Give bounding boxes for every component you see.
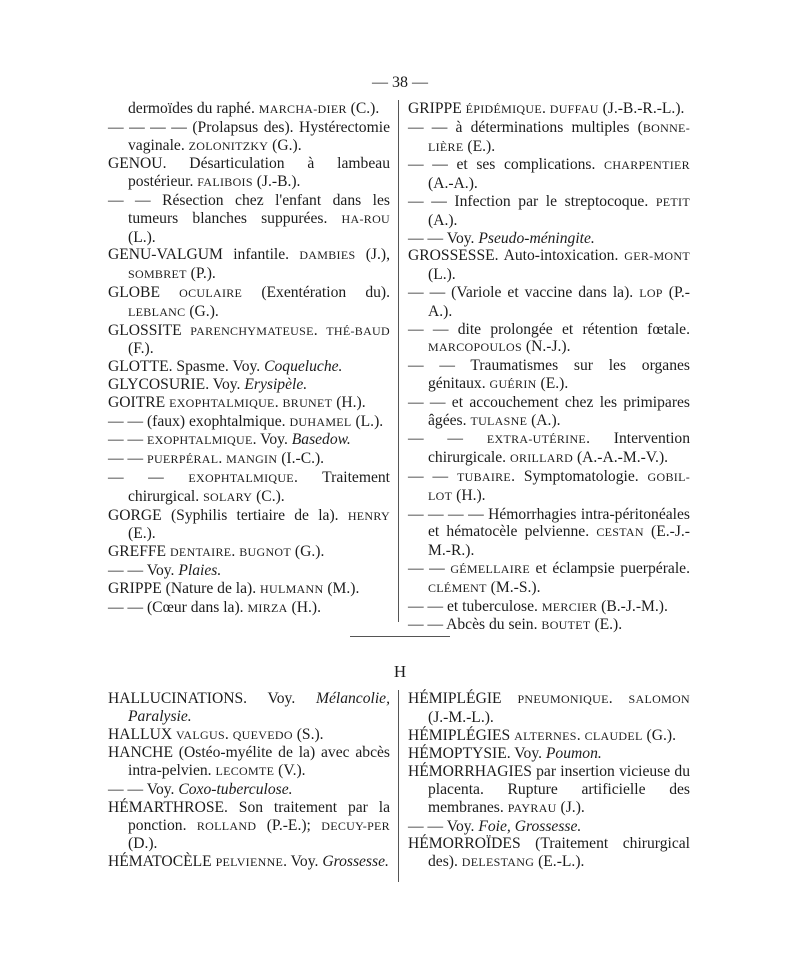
entry-text: — — [408, 559, 451, 577]
entry-text: (J.-B.-R.-L.). [598, 100, 685, 117]
index-entry [408, 727, 690, 746]
entry-text: (N.-J.). [522, 338, 571, 356]
author-or-qualifier: GOBIL-LOT [428, 469, 691, 503]
entry-text: HÉMIPLÉGIE [408, 690, 518, 707]
index-entry [408, 616, 690, 635]
entry-text: (J.-M.-L.). [428, 708, 494, 726]
cross-reference: Mélancolie, Paralysie. [128, 690, 390, 725]
author-or-qualifier: ZOLONITZKY [188, 138, 269, 153]
entry-text: (L.). [351, 412, 384, 430]
index-entry [408, 230, 690, 248]
author-or-qualifier: ALTERNES [514, 728, 577, 743]
entry-text: — — Résection chez l'enfant dans les tumeurs blanches suppurées. [108, 191, 390, 227]
entry-text: GROSSESSE. Auto-intoxication. [408, 247, 625, 265]
index-entry [408, 835, 690, 872]
entry-text: (C.). [346, 100, 380, 117]
author-or-qualifier: BRUNET [282, 395, 333, 410]
author-or-qualifier: CESTAN [596, 525, 644, 540]
cross-reference: Coqueluche. [264, 358, 343, 376]
entry-text: (H.). [287, 598, 321, 616]
author-or-qualifier: MIRZA [247, 600, 288, 615]
entry-text: — — Voy. [108, 780, 179, 798]
author-or-qualifier: LECOMTE [215, 764, 275, 779]
index-entry [108, 284, 390, 322]
author-or-qualifier: HA-ROU [341, 211, 390, 226]
entry-text: (G.). [268, 136, 302, 154]
index-entry [408, 357, 690, 394]
author-or-qualifier: HULMANN [260, 581, 324, 596]
author-or-qualifier: PAYRAU [507, 800, 557, 815]
entry-text: HÉMARTHROSE. Son traitement par la ponction. [108, 798, 390, 834]
entry-text: (H.). [332, 393, 366, 411]
page-number: — 38 — [372, 74, 428, 91]
cross-reference: Pseudo-méningite. [478, 229, 595, 247]
entry-text: (A.-A.-M.-V.). [573, 449, 669, 467]
author-or-qualifier: ÉPIDÉMIQUE [465, 102, 542, 116]
entry-text: . [541, 100, 550, 117]
index-entry [108, 100, 390, 119]
author-or-qualifier: CLAUDEL [584, 728, 643, 743]
entry-text: GRIPPE [408, 100, 466, 117]
entry-text: — — (Variole et vaccine dans la). [408, 283, 640, 301]
entry-text: HALLUCINATIONS. Voy. [108, 690, 316, 707]
entry-text: (S.). [292, 725, 324, 743]
entry-text: — — Infection par le streptocoque. [408, 192, 656, 210]
index-entry [108, 853, 390, 872]
index-entry [408, 506, 690, 560]
index-entry [108, 322, 390, 359]
entry-text: (L.). [128, 228, 156, 246]
index-column-bottom-left [108, 690, 390, 872]
entry-text: — — Voy. [408, 817, 479, 835]
entry-text: GLOSSITE [108, 321, 191, 339]
author-or-qualifier: MANGIN [226, 452, 278, 467]
index-entry [408, 284, 690, 321]
entry-text: GENOU. Désarticulation à lambeau postérieur. [108, 155, 390, 191]
entry-text: (P.-A.). [428, 283, 690, 320]
entry-text: (A.-A.). [428, 175, 478, 193]
entry-text: — — — — Hémorrhagies intra-péritonéales et hématocèle pelvienne. [408, 505, 690, 541]
entry-text: . Intervention chirurgicale. [428, 430, 690, 467]
entry-text: et éclampsie puerpérale. [529, 559, 690, 577]
entry-text: (A.). [527, 411, 561, 429]
entry-text: . Voy. [252, 431, 292, 449]
index-entry [408, 690, 690, 727]
column-divider-bottom [398, 690, 399, 882]
index-entry [408, 394, 690, 431]
entry-text: . [576, 726, 585, 744]
section-letter: H [393, 662, 407, 681]
entry-text: (J.). [556, 798, 585, 816]
index-entry [108, 543, 390, 562]
column-divider-top [398, 100, 399, 622]
entry-text: (E.-L.). [534, 853, 585, 871]
entry-text: — — Voy. [408, 229, 479, 247]
entry-text: — — Traumatismes sur les organes génitaux. [408, 357, 690, 392]
entry-text: GOITRE [108, 393, 170, 411]
entry-text: GRIPPE (Nature de la). [108, 579, 261, 597]
entry-text: . [231, 543, 240, 561]
index-entry [408, 430, 690, 468]
author-or-qualifier: CLÉMENT [428, 580, 487, 595]
author-or-qualifier: DECUY-PER [321, 818, 390, 833]
index-entry [108, 562, 390, 580]
entry-text: GLOTTE. Spasme. Voy. [108, 358, 265, 376]
entry-text: (I.-C.). [277, 450, 325, 468]
cross-reference: Erysipèle. [244, 375, 308, 393]
author-or-qualifier: HENRY [347, 508, 390, 523]
index-entry [108, 507, 390, 544]
entry-text: — — et accouchement chez les primipares âgées. [408, 393, 690, 429]
index-entry [108, 690, 390, 726]
entry-text: dermoïdes du raphé. [128, 100, 259, 117]
entry-text: (L.). [428, 266, 456, 284]
index-entry [108, 358, 390, 376]
index-entry [408, 119, 690, 157]
author-or-qualifier: THÉ-BAUD [326, 323, 390, 338]
entry-text: . [218, 450, 227, 468]
entry-text: — — [108, 468, 189, 486]
index-entry [408, 247, 690, 284]
index-column-bottom-right [408, 690, 690, 872]
entry-text: HÉMIPLÉGIES [408, 726, 515, 744]
entry-text: (B.-J.-M.). [597, 597, 668, 615]
entry-text: (J.), [355, 246, 390, 264]
index-entry [108, 744, 390, 781]
entry-text: . Traitement chirurgical. [128, 468, 391, 505]
author-or-qualifier: PELVIENNE [215, 855, 284, 870]
entry-text: (P.-E.); [256, 816, 322, 834]
author-or-qualifier: EXOPHTALMIQUE [188, 470, 294, 485]
author-or-qualifier: DUFFAU [549, 102, 599, 116]
entry-text: — — — — (Prolapsus des). Hystérectomie vaginale. [108, 118, 390, 154]
index-entry [408, 193, 690, 230]
author-or-qualifier: PETIT [655, 194, 690, 209]
entry-text: . [313, 321, 327, 339]
index-entry [108, 799, 390, 853]
cross-reference: Coxo-tuberculose. [178, 780, 293, 798]
cross-reference: Poumon. [545, 745, 602, 763]
author-or-qualifier: MARCOPOULOS [428, 340, 522, 355]
author-or-qualifier: FALIBOIS [197, 175, 253, 190]
section-separator [350, 636, 450, 637]
index-entry [108, 119, 390, 156]
index-entry [408, 321, 690, 358]
author-or-qualifier: MERCIER [541, 599, 598, 614]
author-or-qualifier: DUHAMEL [289, 414, 352, 429]
index-entry [108, 580, 390, 599]
index-entry [108, 376, 390, 394]
author-or-qualifier: OCULAIRE [179, 285, 243, 300]
index-entry [108, 394, 390, 413]
entry-text: (E.). [128, 525, 156, 543]
entry-text: GLYCOSURIE. Voy. [108, 375, 245, 393]
author-or-qualifier: ROLLAND [196, 818, 257, 833]
entry-text: — — Abcès du sein. [408, 616, 542, 634]
author-or-qualifier: GUÉRIN [489, 376, 537, 391]
author-or-qualifier: TULASNE [470, 413, 528, 428]
cross-reference: Plaies. [178, 561, 222, 579]
index-entry [408, 763, 690, 817]
author-or-qualifier: SOLARY [203, 489, 253, 504]
entry-text: (C.). [252, 487, 285, 505]
entry-text: HÉMORROÏDES (Traitement chirurgical des). [408, 835, 690, 871]
author-or-qualifier: TUBAIRE [456, 469, 512, 484]
author-or-qualifier: ORILLARD [509, 451, 574, 466]
index-entry [108, 192, 390, 246]
index-entry [108, 726, 390, 745]
entry-text: HALLUX [108, 725, 176, 743]
entry-text: — — [108, 450, 147, 468]
author-or-qualifier: PUERPÉRAL [146, 452, 219, 467]
index-entry [408, 156, 690, 193]
entry-text: HANCHE (Ostéo-myélite de la) avec abcès intra-pelvien. [108, 744, 390, 780]
author-or-qualifier: EXOPHTALMIQUE [169, 395, 275, 410]
author-or-qualifier: BOUTET [541, 618, 591, 633]
index-entry [108, 469, 390, 507]
entry-text: . Voy. [283, 853, 323, 871]
entry-text: (F.). [128, 340, 154, 358]
entry-text: (A.). [428, 211, 458, 229]
entry-text: — — et ses complications. [408, 156, 605, 174]
index-entry [108, 599, 390, 618]
author-or-qualifier: MARCHA-DIER [258, 102, 347, 116]
cross-reference: Foie, Grossesse. [478, 817, 582, 835]
entry-text: (E.). [536, 374, 569, 392]
author-or-qualifier: SOMBRET [128, 267, 187, 282]
entry-text: (P.). [186, 265, 216, 283]
entry-text: — — à déterminations multiples ( [408, 118, 643, 136]
entry-text: (D.). [128, 835, 158, 853]
entry-text: — — [108, 431, 147, 449]
entry-text: (E.-J.-M.-R.). [428, 523, 690, 560]
entry-text: — — dite prolongée et rétention fœtale. [408, 320, 690, 338]
entry-text: . Symptomatologie. [511, 467, 648, 485]
entry-text: — — et tuberculose. [408, 597, 542, 615]
author-or-qualifier: SALOMON [628, 692, 690, 706]
index-entry [408, 560, 690, 598]
index-entry [108, 431, 390, 450]
entry-text: (H.). [452, 486, 486, 504]
entry-text: GREFFE [108, 543, 170, 561]
author-or-qualifier: DENTAIRE [169, 545, 232, 560]
index-entry [108, 246, 390, 284]
index-entry [408, 598, 690, 617]
entry-text: . [224, 725, 233, 743]
entry-text: (V.). [274, 762, 306, 780]
entry-text: — — (Cœur dans la). [108, 598, 248, 616]
entry-text: GORGE (Syphilis tertiaire de la). [108, 506, 348, 524]
author-or-qualifier: GER-MONT [624, 249, 690, 264]
entry-text: HÉMATOCÈLE [108, 853, 216, 871]
entry-text: — — [408, 430, 487, 448]
index-entry [108, 413, 390, 432]
cross-reference: Basedow. [291, 431, 351, 449]
index-entry [108, 155, 390, 192]
author-or-qualifier: CHARPENTIER [604, 158, 690, 173]
author-or-qualifier: EXOPHTALMIQUE [146, 433, 253, 448]
author-or-qualifier: QUEVEDO [232, 727, 293, 742]
entry-text: . [608, 690, 629, 707]
author-or-qualifier: EXTRA-UTÉRINE [486, 432, 587, 447]
entry-text: HÉMORRHAGIES par insertion vicieuse du placenta. Rupture artificielle des membranes. [408, 763, 690, 816]
index-entry [108, 450, 390, 469]
entry-text: HÉMOPTYSIE. Voy. [408, 745, 546, 763]
entry-text: (E.). [590, 616, 623, 634]
cross-reference: Grossesse. [322, 853, 389, 871]
author-or-qualifier: VALGUS [176, 727, 225, 742]
author-or-qualifier: LOP [639, 285, 663, 300]
entry-text: GENU-VALGUM infantile. [108, 246, 300, 264]
author-or-qualifier: PARENCHYMATEUSE [190, 323, 314, 338]
index-entry [408, 100, 690, 119]
entry-text: (J.-B.). [252, 173, 301, 191]
entry-text: . [274, 393, 283, 411]
entry-text: (M.). [323, 579, 360, 597]
entry-text: GLOBE [108, 283, 180, 301]
entry-text: (M.-S.). [486, 578, 541, 596]
index-entry [408, 745, 690, 763]
author-or-qualifier: PNEUMONIQUE [517, 692, 609, 706]
entry-text: (G.). [642, 726, 676, 744]
entry-text: — — Voy. [108, 561, 179, 579]
author-or-qualifier: BONNE-LIÈRE [428, 120, 690, 154]
author-or-qualifier: DELESTANG [461, 855, 535, 870]
index-column-top-right [408, 100, 690, 635]
entry-text: (E.). [463, 137, 496, 155]
author-or-qualifier: LEBLANC [128, 304, 186, 319]
index-column-top-left [108, 100, 390, 617]
entry-text: (G.). [185, 302, 219, 320]
index-entry [408, 468, 690, 506]
author-or-qualifier: BUGNOT [239, 545, 292, 560]
index-entry [108, 781, 390, 799]
author-or-qualifier: DAMBIES [299, 248, 356, 263]
index-entry [408, 818, 690, 836]
entry-text: — — [408, 467, 457, 485]
author-or-qualifier: GÉMELLAIRE [450, 561, 530, 576]
entry-text: — — (faux) exophtalmique. [108, 412, 290, 430]
entry-text: (G.). [291, 543, 325, 561]
entry-text: (Exentération du). [242, 283, 391, 301]
